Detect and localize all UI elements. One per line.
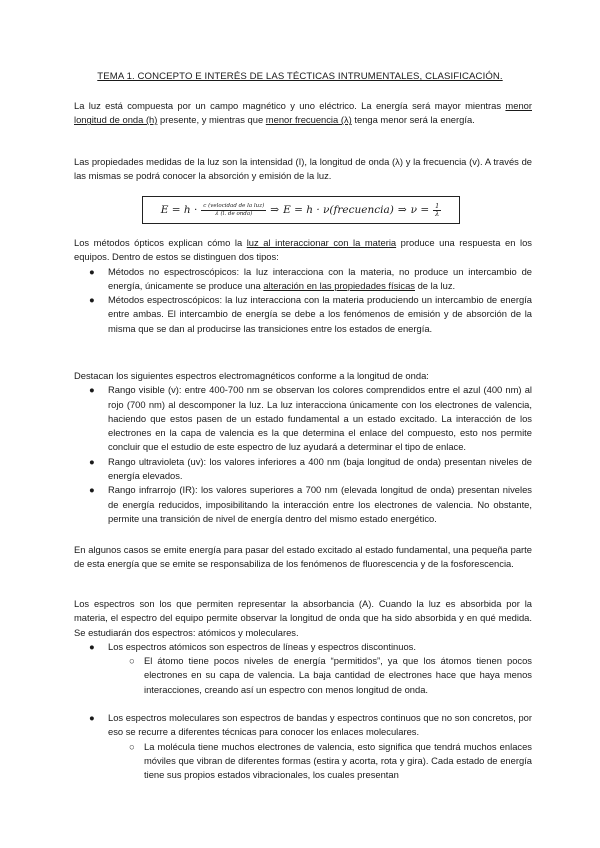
spectra-types-list: [74, 640, 532, 783]
page-title: TEMA 1. CONCEPTO E INTERÉS DE LAS TÉCTICAS INTRUMENTALES, CLASIFICACIÓN.: [97, 71, 503, 82]
formula-fraction: [433, 203, 441, 218]
bullet-icon: ●: [89, 712, 95, 724]
paragraph-light-properties: Las propiedades medidas de la luz son la intensidad (I), la longitud de onda (λ) y la frecuencia (v). A través de las mismas se podrá conocer la absorción y emisión de la luz.: [74, 156, 532, 182]
list-item: [74, 455, 532, 484]
bullet-icon: ●: [89, 265, 95, 277]
bullet-icon: ●: [89, 294, 95, 306]
paragraph-absorbance: [74, 597, 532, 783]
underlined-text: luz al interaccionar con la materia: [246, 237, 397, 248]
text-run: tenga menor será la energía.: [351, 114, 475, 126]
fraction-numerator: c (velocidad de la luz): [203, 202, 265, 209]
fraction-denominator: λ: [435, 209, 440, 218]
implies-arrow: ⇒: [397, 204, 407, 216]
circle-bullet-icon: ○: [129, 740, 135, 752]
underlined-text: alteración en las propiedades físicas: [263, 279, 415, 291]
underlined-text: menor longitud de onda (h): [74, 100, 532, 126]
text-run: El átomo tiene pocos niveles de energía “permitidos”, ya que los átomos tienen pocos electrones en su capa de valencia. La baja cantidad de electrones hace que haya menos interacciones, creando así un espectro con menos longitud de onda.: [144, 655, 532, 695]
paragraph-fluorescence: En algunos casos se emite energía para pasar del estado excitado al estado fundamental, una pequeña parte de esta energía que se emite se responsabiliza de los fenómenos de fluorescencia y de la fosforescencia.: [74, 544, 532, 570]
paragraph-optical-methods: [74, 236, 532, 336]
list-item: [74, 265, 532, 294]
spectra-list: [74, 383, 532, 526]
list-item: [74, 711, 532, 740]
text-run: Los espectros atómicos son espectros de líneas y espectros discontinuos.: [108, 640, 416, 652]
text-run: Destacan los siguientes espectros electromagnéticos conforme a la longitud de onda:: [74, 370, 429, 381]
formula-fraction: [201, 203, 266, 218]
text-run: Rango visible (v): entre 400-700 nm se observan los colores comprendidos entre el azul (400 nm) al rojo (700 nm) al descomponer la luz. La luz interacciona únicamente con los electrones de valencia, haciendo que estos pasen de un estado fundamental a un estado excitado. La interacción de los electrones en la capa de valencia es la que determina el enlace del compuesto, esto nos permite concluir que el estudio de este espectro de luz ayudará a determinar el tipo de enlace.: [108, 384, 532, 453]
text-run: Rango infrarrojo (IR): los valores superiores a 700 nm (elevada longitud de onda) presentan niveles de energía reducidos, imposibilitando la interacción entre los electrones de valencia. No obstante, permite una transición de nivel de energía dentro del mismo estado energético.: [108, 484, 532, 524]
text-run: presente, y mientras que: [157, 114, 266, 126]
text-run: Rango ultravioleta (uv): los valores inferiores a 400 nm (baja longitud de onda) presentan niveles de energía elevados.: [108, 455, 532, 482]
bullet-icon: ●: [89, 640, 95, 652]
text-run: Métodos espectroscópicos: la luz interacciona con la materia produciendo un intercambio de energía entre ambas. El intercambio de energía se debe a los fenómenos de emisión y de absorción de la misma que se dan al producirse las transiciones entre los estados de energía.: [108, 294, 532, 334]
energy-formula-box: [142, 196, 460, 224]
underlined-text: menor frecuencia (λ): [265, 114, 352, 126]
paragraph-spectra: [74, 369, 532, 526]
text-run: de la luz.: [414, 279, 456, 291]
text-run: produce una respuesta en los equipos. Dentro de estos se distinguen dos tipos:: [74, 237, 532, 263]
bullet-icon: ●: [89, 484, 95, 496]
list-item: [74, 383, 532, 454]
list-item: [74, 483, 532, 526]
list-item: [74, 293, 532, 336]
text-run: Los espectros moleculares son espectros de bandas y espectros continuos que no son concretos, por eso se recurre a diferentes técnicas para conocer los enlaces moleculares.: [108, 712, 532, 738]
text-run: Los métodos ópticos explican cómo la: [74, 237, 247, 248]
list-item: [74, 640, 532, 654]
formula-term: ν =: [410, 204, 430, 216]
methods-list: [74, 265, 532, 336]
sub-list-item: [74, 740, 532, 783]
bullet-icon: ●: [89, 455, 95, 467]
implies-arrow: ⇒: [270, 204, 280, 216]
formula-term: E = h ·: [160, 204, 198, 216]
circle-bullet-icon: ○: [129, 655, 135, 667]
text-run: Métodos no espectroscópicos: la luz interacciona con la materia, no produce un intercambio de energía, únicamente se produce una: [108, 265, 532, 291]
sub-list-item: [74, 654, 532, 697]
bullet-icon: ●: [89, 384, 95, 396]
formula-term: E = h · ν(frecuencia): [283, 204, 394, 216]
fraction-denominator: λ (l. de onda): [215, 210, 253, 217]
text-run: La luz está compuesta por un campo magnético y uno eléctrico. La energía será mayor mientras: [74, 100, 506, 111]
text-run: La molécula tiene muchos electrones de valencia, esto significa que tendrá muchos enlaces móviles que vibran de diferentes formas (estira y acorta, rota y gira). Cada estado de energía tiene sus propios estados vibracionales, los cuales presentan: [144, 740, 532, 781]
text-run: Los espectros son los que permiten representar la absorbancia (A). Cuando la luz es absorbida por la materia, el espectro del equipo permite observar la longitud de onda que ha sido absorbida y en qué medida. Se estudiarán dos espectros: atómicos y moleculares.: [74, 598, 532, 638]
fraction-numerator: 1: [435, 201, 440, 210]
paragraph-light-composition: [74, 99, 532, 128]
